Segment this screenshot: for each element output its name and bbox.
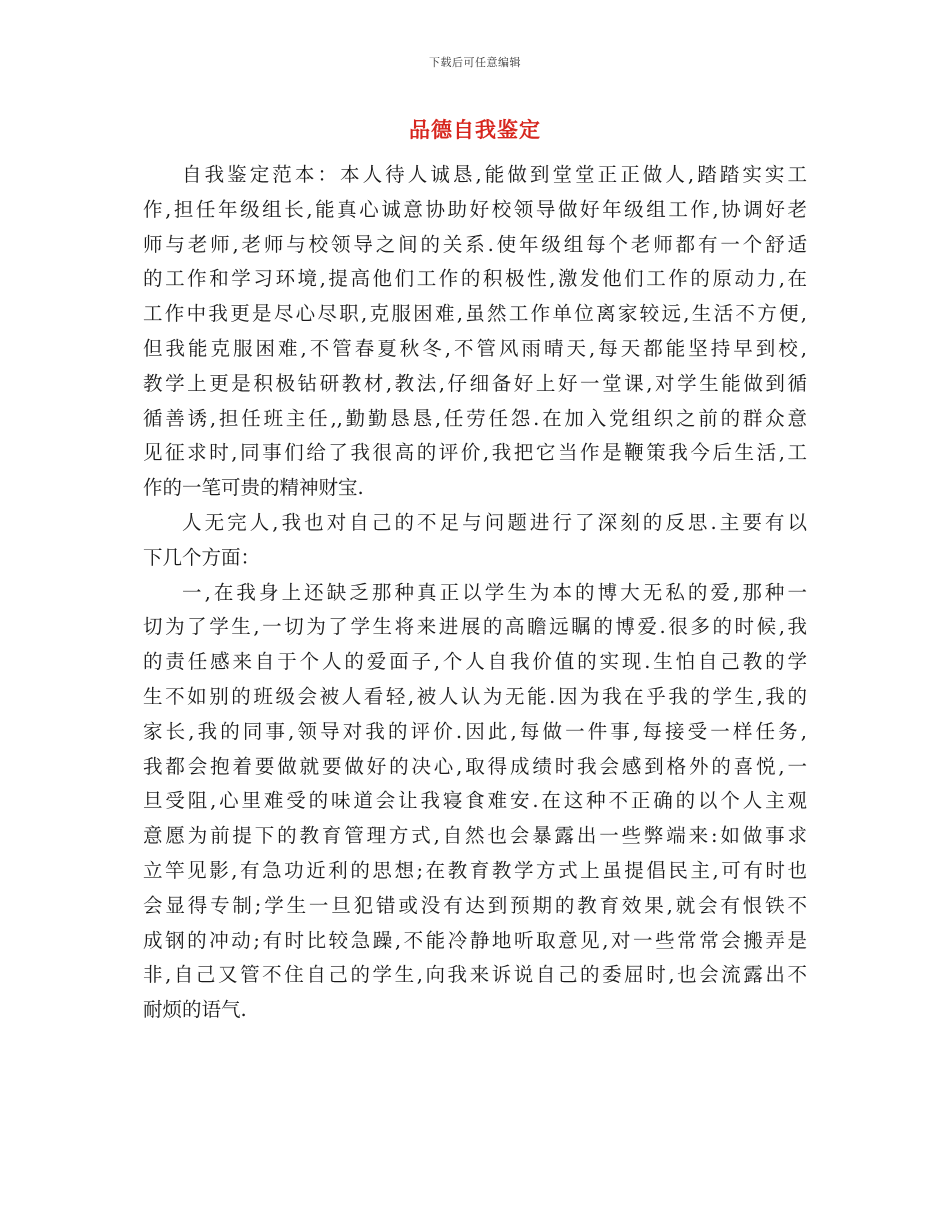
paragraph-3-line-8: 意愿为前提下的教育管理方式,自然也会暴露出一些弊端来:如做事求 [143, 824, 807, 848]
paragraph-1-line-8: 循善诱,担任班主任,,勤勤恳恳,任劳任怨.在加入党组织之前的群众意 [143, 406, 807, 430]
paragraph-1-line-9: 见征求时,同事们给了我很高的评价,我把它当作是鞭策我今后生活,工 [143, 441, 807, 465]
document-body [143, 158, 807, 1028]
paragraph-3-line-11: 成钢的冲动;有时比较急躁,不能冷静地听取意见,对一些常常会搬弄是 [143, 928, 807, 952]
paragraph-2-line-1: 人无完人,我也对自己的不足与问题进行了深刻的反思.主要有以 [182, 510, 807, 534]
paragraph-3-line-3: 的责任感来自于个人的爱面子,个人自我价值的实现.生怕自己教的学 [143, 650, 807, 674]
paragraph-3-line-9: 立竿见影,有急功近利的思想;在教育教学方式上虽提倡民主,可有时也 [143, 858, 807, 882]
paragraph-1-line-6: 但我能克服困难,不管春夏秋冬,不管风雨晴天,每天都能坚持早到校, [143, 336, 807, 360]
paragraph-3-line-13: 耐烦的语气. [143, 998, 247, 1022]
paragraph-3-line-5: 家长,我的同事,领导对我的评价.因此,每做一件事,每接受一样任务, [143, 719, 807, 743]
paragraph-1-line-2: 作,担任年级组长,能真心诚意协助好校领导做好年级组工作,协调好老 [143, 197, 807, 221]
paragraph-3-line-10: 会显得专制;学生一旦犯错或没有达到预期的教育效果,就会有恨铁不 [143, 893, 807, 917]
paragraph-3-line-4: 生不如别的班级会被人看轻,被人认为无能.因为我在乎我的学生,我的 [143, 684, 807, 708]
paragraph-1-line-10: 作的一笔可贵的精神财宝. [143, 476, 364, 500]
paragraph-1-line-5: 工作中我更是尽心尽职,克服困难,虽然工作单位离家较远,生活不方便, [143, 302, 807, 326]
paragraph-1-line-7: 教学上更是积极钻研教材,教法,仔细备好上好一堂课,对学生能做到循 [143, 371, 807, 395]
paragraph-3-line-12: 非,自己又管不住自己的学生,向我来诉说自己的委屈时,也会流露出不 [143, 963, 807, 987]
paragraph-1-line-3: 师与老师,老师与校领导之间的关系.使年级组每个老师都有一个舒适 [143, 232, 807, 256]
paragraph-1-line-4: 的工作和学习环境,提高他们工作的积极性,激发他们工作的原动力,在 [143, 267, 807, 291]
paragraph-1-line-1: 自我鉴定范本：本人待人诚恳,能做到堂堂正正做人,踏踏实实工 [182, 163, 807, 186]
document-title: 品德自我鉴定 [409, 117, 541, 142]
paragraph-3-line-6: 我都会抱着要做就要做好的决心,取得成绩时我会感到格外的喜悦,一 [143, 754, 807, 778]
paragraph-3-line-7: 旦受阻,心里难受的味道会让我寝食难安.在这种不正确的以个人主观 [143, 789, 807, 813]
page-header-note: 下载后可任意编辑 [429, 56, 521, 69]
paragraph-3-line-2: 切为了学生,一切为了学生将来进展的高瞻远瞩的博爱.很多的时候,我 [143, 615, 807, 639]
paragraph-3-line-1: 一,在我身上还缺乏那种真正以学生为本的博大无私的爱,那种一 [182, 580, 807, 604]
paragraph-2-line-2: 下几个方面： [143, 545, 261, 569]
